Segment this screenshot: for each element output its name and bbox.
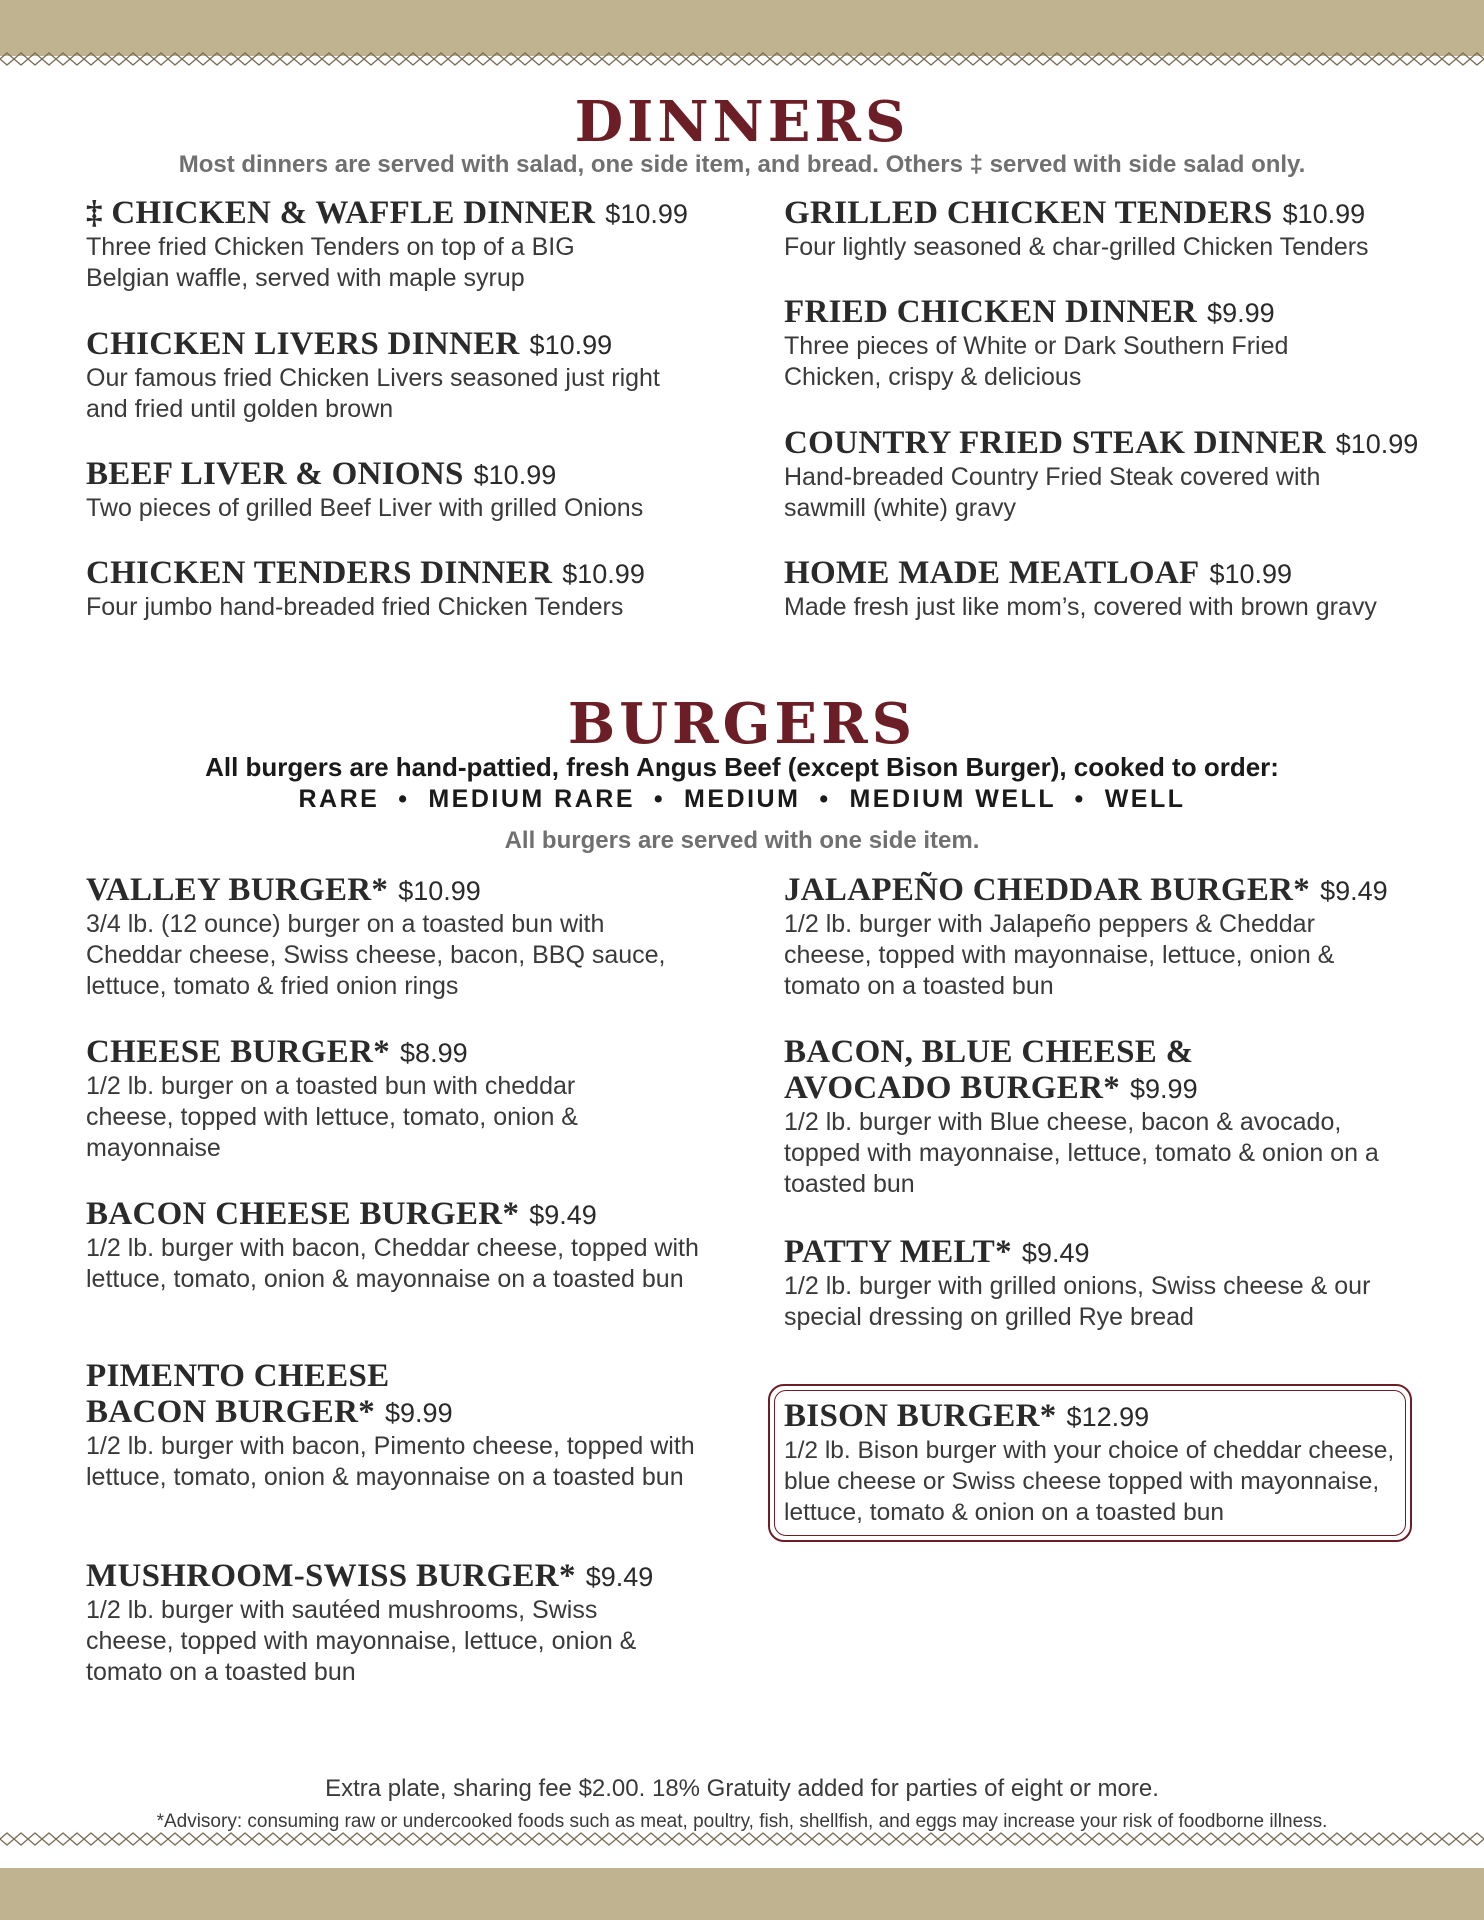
menu-item (86, 1196, 736, 1295)
menu-item (784, 195, 1434, 263)
bottom-zigzag-border (0, 1832, 1484, 1846)
item-name: BACON CHEESE BURGER* (86, 1196, 520, 1232)
item-name: BEEF LIVER & ONIONS (86, 456, 464, 492)
item-price: $9.99 (1207, 298, 1275, 328)
doneness-options: RARE • MEDIUM RARE • MEDIUM • MEDIUM WELL • WELL (298, 785, 1186, 813)
item-description: Three fried Chicken Tenders on top of a BIG Belgian waffle, served with maple syrup (86, 233, 575, 292)
item-price: $10.99 (398, 876, 481, 906)
item-description: 1/2 lb. burger with bacon, Pimento cheese, topped with lettuce, tomato, onion & mayonnaise on a toasted bun (86, 1432, 695, 1491)
top-decorative-band (0, 0, 1484, 56)
bottom-decorative-band (0, 1868, 1484, 1920)
item-price: $10.99 (473, 460, 557, 490)
item-name: COUNTRY FRIED STEAK DINNER (784, 425, 1326, 461)
item-description: Four jumbo hand-breaded fried Chicken Tenders (86, 593, 624, 621)
item-description: Our famous fried Chicken Livers seasoned just right and fried until golden brown (86, 364, 660, 423)
dinners-subtitle: Most dinners are served with salad, one side item, and bread. Others ‡ served with side salad only. (178, 151, 1306, 178)
menu-item-featured (784, 1398, 1414, 1528)
burgers-subtitle: All burgers are hand-pattied, fresh Angus Beef (except Bison Burger), cooked to order: (205, 752, 1279, 782)
item-name: FRIED CHICKEN DINNER (784, 294, 1198, 330)
item-name: HOME MADE MEATLOAF (784, 555, 1200, 591)
top-zigzag-border (0, 52, 1484, 66)
item-name: VALLEY BURGER* (86, 872, 389, 908)
item-price: $10.99 (605, 199, 688, 229)
burgers-note: All burgers are served with one side item. (504, 827, 980, 854)
menu-item (86, 872, 736, 1002)
item-description: Hand-breaded Country Fried Steak covered with sawmill (white) gravy (784, 463, 1321, 522)
item-description: Three pieces of White or Dark Southern Fried Chicken, crispy & delicious (784, 332, 1289, 391)
menu-item (86, 1358, 695, 1493)
item-price: $9.99 (385, 1398, 453, 1428)
item-description: 1/2 lb. burger with grilled onions, Swiss cheese & our special dressing on grilled Rye bread (784, 1272, 1371, 1331)
item-price: $9.49 (1021, 1238, 1090, 1268)
item-description: 1/2 lb. burger with Jalapeño peppers & Cheddar cheese, topped with mayonnaise, lettuce, onion & tomato on a toasted bun (784, 910, 1335, 1000)
item-price: $10.99 (1209, 559, 1293, 589)
foodborne-advisory: *Advisory: consuming raw or undercooked foods such as meat, poultry, fish, shellfish, and eggs may increase your risk of foodborne illness. (156, 1811, 1328, 1832)
menu-item (86, 1034, 736, 1164)
item-name: CHEESE BURGER* (86, 1034, 391, 1070)
item-price: $12.99 (1066, 1402, 1150, 1432)
menu-item (86, 1558, 736, 1688)
item-name: PATTY MELT* (784, 1234, 1012, 1270)
item-name: CHICKEN LIVERS DINNER (86, 326, 520, 362)
item-name: PIMENTO CHEESE BACON BURGER* (86, 1358, 390, 1430)
item-price: $8.99 (400, 1038, 468, 1068)
item-description: 3/4 lb. (12 ounce) burger on a toasted bun with Cheddar cheese, Swiss cheese, bacon, BBQ sauce, lettuce, tomato & fried onion rings (86, 910, 666, 1000)
item-description: 1/2 lb. burger with bacon, Cheddar cheese, topped with lettuce, tomato, onion & mayonnaise on a toasted bun (86, 1234, 699, 1293)
item-name: GRILLED CHICKEN TENDERS (784, 195, 1273, 231)
item-description: 1/2 lb. burger with Blue cheese, bacon & avocado, topped with mayonnaise, lettuce, tomato & onion on a toasted bun (784, 1108, 1379, 1198)
dinners-title: DINNERS (574, 89, 910, 155)
menu-item (86, 326, 736, 425)
burgers-title: BURGERS (567, 691, 917, 757)
menu-item (784, 425, 1434, 524)
item-name: JALAPEÑO CHEDDAR BURGER* (784, 872, 1311, 908)
menu-item (784, 294, 1434, 393)
item-name: ‡ CHICKEN & WAFFLE DINNER (86, 195, 596, 231)
menu-item (86, 555, 736, 623)
menu-item (784, 555, 1434, 623)
item-price: $9.49 (1320, 876, 1388, 906)
item-price: $10.99 (529, 330, 613, 360)
menu-item (86, 456, 736, 524)
menu-item (784, 1234, 1434, 1333)
item-name: BISON BURGER* (784, 1398, 1057, 1434)
item-description: Four lightly seasoned & char-grilled Chicken Tenders (784, 233, 1369, 261)
menu-item (86, 195, 736, 294)
item-price: $10.99 (1335, 429, 1419, 459)
item-description: Two pieces of grilled Beef Liver with grilled Onions (86, 494, 644, 522)
item-description: 1/2 lb. Bison burger with your choice of cheddar cheese, blue cheese or Swiss cheese topped with mayonnaise, lettuce, tomato & onion on a toasted bun (784, 1437, 1395, 1526)
item-name: MUSHROOM-SWISS BURGER* (86, 1558, 576, 1594)
item-price: $9.99 (1130, 1074, 1198, 1104)
item-price: $10.99 (562, 559, 645, 589)
item-price: $9.49 (585, 1562, 654, 1592)
item-price: $10.99 (1282, 199, 1366, 229)
menu-item (784, 872, 1434, 1002)
item-description: Made fresh just like mom’s, covered with brown gravy (784, 593, 1377, 621)
item-price: $9.49 (529, 1200, 597, 1230)
item-name: BACON, BLUE CHEESE & AVOCADO BURGER* (784, 1034, 1194, 1106)
menu-item (784, 1034, 1379, 1200)
sharing-fee-note: Extra plate, sharing fee $2.00. 18% Gratuity added for parties of eight or more. (325, 1775, 1159, 1802)
item-description: 1/2 lb. burger on a toasted bun with cheddar cheese, topped with lettuce, tomato, onion & mayonnaise (86, 1072, 578, 1162)
item-description: 1/2 lb. burger with sautéed mushrooms, Swiss cheese, topped with mayonnaise, lettuce, onion & tomato on a toasted bun (86, 1596, 637, 1686)
item-name: CHICKEN TENDERS DINNER (86, 555, 553, 591)
